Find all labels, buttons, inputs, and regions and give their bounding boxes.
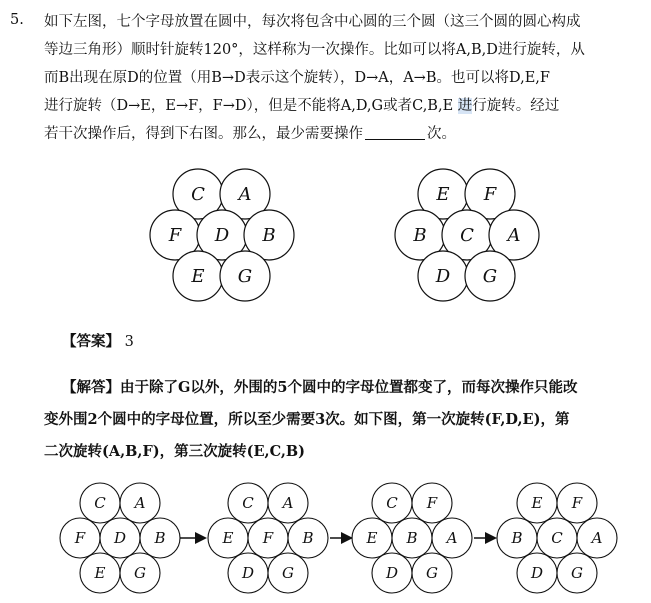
right-top-left: E: [436, 184, 450, 205]
step-4-letter-right: A: [591, 529, 603, 547]
answer-value: 3: [124, 334, 134, 350]
solution-text-1: 由于除了G以外，外围的5个圆中的字母位置都变了，而每次操作只能改: [120, 379, 578, 396]
step-1-letter-top-right: A: [134, 494, 146, 512]
right-top-right: F: [483, 184, 497, 205]
step-2: [208, 483, 328, 593]
step-4-letter-left: B: [511, 529, 523, 547]
step-3-letter-left: E: [366, 529, 378, 547]
step-2-letter-center: F: [262, 529, 274, 547]
step-2-letter-top-right: A: [282, 494, 294, 512]
question-line-5: [44, 124, 456, 144]
question-number: 5.: [10, 12, 24, 28]
step-4-letter-bottom-left: D: [530, 564, 544, 582]
answer: [62, 330, 134, 351]
step-1: [60, 483, 180, 593]
step-1-letter-top-left: C: [94, 494, 106, 512]
step-3-letter-top-left: C: [386, 494, 398, 512]
step-3-letter-bottom-left: D: [385, 564, 399, 582]
step-4: [497, 483, 617, 593]
question-line-1: 如下左图，七个字母放置在圆中，每次将包含中心圆的三个圆（这三个圆的圆心构成: [44, 14, 581, 30]
step-3-letter-right: A: [446, 529, 458, 547]
solution-text-2: 变外围2个圆中的字母位置，所以至少需要3次。如下图，第一次旋转(F,D,E)，第: [44, 411, 570, 428]
right-right: A: [507, 225, 521, 246]
step-1-letter-bottom-right: G: [134, 564, 146, 582]
step-3: [352, 483, 472, 593]
step-1-letter-left: F: [74, 529, 86, 547]
step-3-letter-center: B: [406, 529, 418, 547]
step-1-letter-center: D: [113, 529, 127, 547]
step-3-letter-bottom-right: G: [426, 564, 438, 582]
solution-line-3: [44, 440, 305, 461]
step-2-letter-top-left: C: [242, 494, 254, 512]
question-line-5-b: 次。: [427, 126, 456, 142]
solution-text-3: 二次旋转(A,B,F)，第三次旋转(E,C,B): [44, 443, 306, 460]
step-1-letter-right: B: [154, 529, 166, 547]
left-top-right: A: [238, 184, 252, 205]
right-left: B: [413, 225, 427, 246]
step-2-letter-right: B: [302, 529, 314, 547]
step-4-letter-top-right: F: [571, 494, 583, 512]
answer-blank: [365, 125, 425, 140]
diagram-left: [140, 162, 300, 302]
steps-diagram: [0, 480, 651, 603]
solution-line-2: [44, 408, 569, 429]
question-line-5-a: 若干次操作后，得到下右图。那么，最少需要操作: [44, 126, 363, 142]
step-2-letter-bottom-left: D: [241, 564, 255, 582]
solution-label: 【解答】: [62, 379, 120, 396]
left-center: D: [214, 225, 230, 246]
diagram-right: [385, 162, 545, 302]
question-line-2: 等边三角形）顺时针旋转120°，这样称为一次操作。比如可以将A,B,D进行旋转，从: [44, 42, 585, 58]
step-4-letter-bottom-right: G: [571, 564, 583, 582]
left-left: F: [168, 225, 182, 246]
left-right: B: [262, 225, 276, 246]
step-3-letter-top-right: F: [426, 494, 438, 512]
question-line-4-a: 进行旋转（D→E，E→F，F→D），但是不能将A,D,G或者C,B,E: [44, 98, 458, 114]
solution-line-1: [62, 376, 577, 397]
left-bottom-left: E: [191, 266, 205, 287]
right-center: C: [460, 225, 474, 246]
left-top-left: C: [191, 184, 205, 205]
step-2-letter-left: E: [222, 529, 234, 547]
left-bottom-right: G: [237, 266, 253, 287]
step-1-letter-bottom-left: E: [94, 564, 106, 582]
right-bottom-right: G: [482, 266, 498, 287]
step-4-letter-center: C: [551, 529, 563, 547]
step-2-letter-bottom-right: G: [282, 564, 294, 582]
question-line-4: [44, 96, 559, 116]
question-line-3: 而B出现在原D的位置（用B→D表示这个旋转），D→A，A→B。也可以将D,E,F: [44, 70, 550, 86]
selected-text: 进: [457, 98, 473, 114]
question-line-4-c: 行旋转。经过: [472, 98, 560, 114]
step-4-letter-top-left: E: [531, 494, 543, 512]
right-bottom-left: D: [435, 266, 451, 287]
answer-label: 【答案】: [62, 333, 120, 350]
